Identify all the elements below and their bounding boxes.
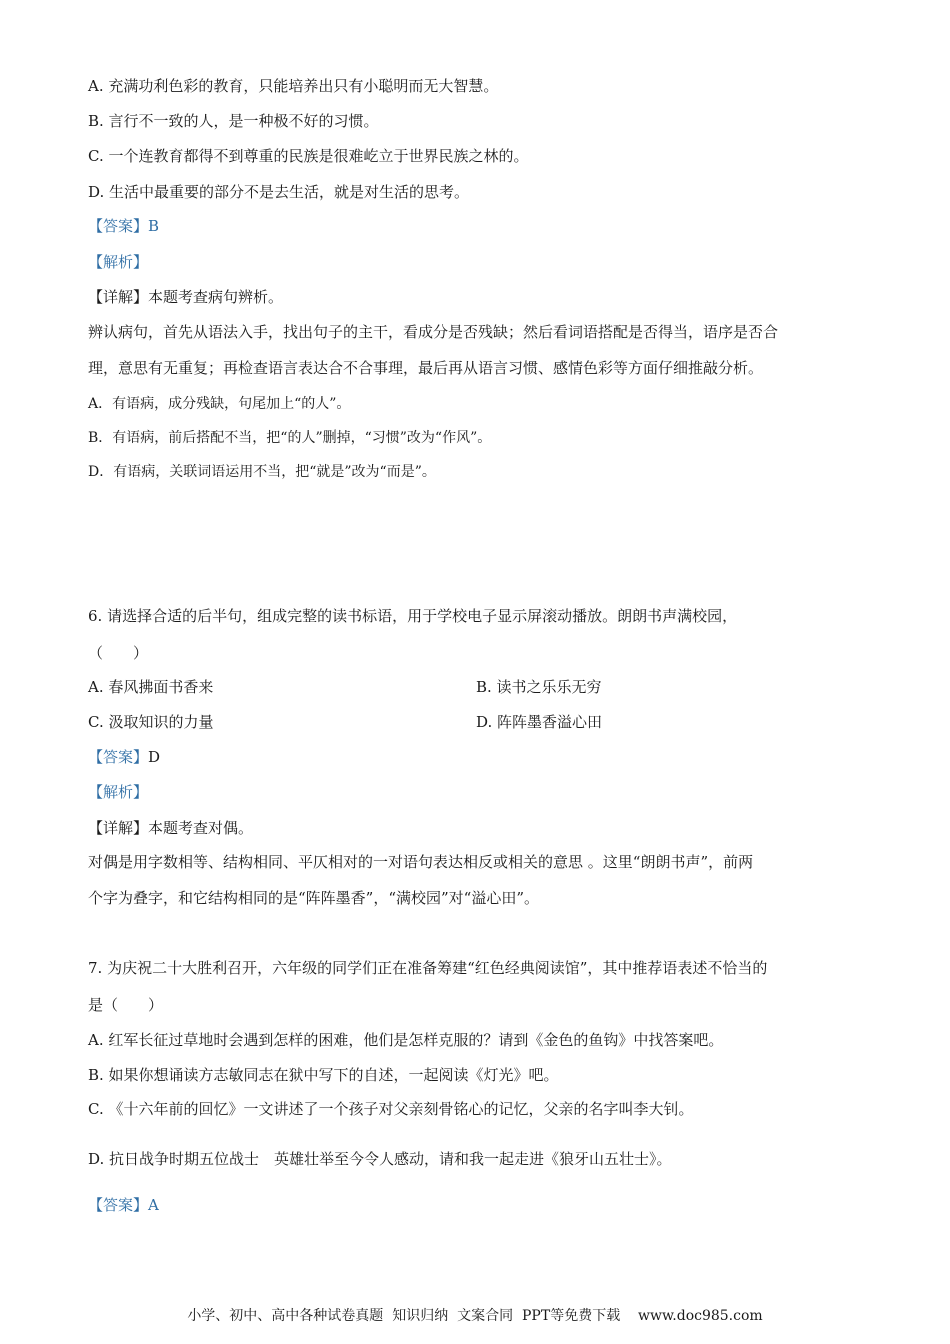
q7-option-c: C. 《十六年前的回忆》一文讲述了一个孩子对父亲刻骨铭心的记忆，父亲的名字叫李大钊。 bbox=[88, 1100, 694, 1118]
q6-option-d: D. 阵阵墨香溢心田 bbox=[476, 713, 603, 731]
q5-detail bbox=[88, 287, 283, 307]
answer-value: D bbox=[148, 748, 161, 766]
q6-option-a: A. 春风拂面书香来 bbox=[88, 678, 214, 696]
answer-tag: 【答案】 bbox=[88, 748, 149, 766]
detail-tag: 【详解】 bbox=[88, 819, 149, 837]
q7-option-b: B. 如果你想诵读方志敏同志在狱中写下的自述，一起阅读《灯光》吧。 bbox=[88, 1066, 559, 1084]
detail-tag: 【详解】 bbox=[88, 288, 149, 306]
q5-option-b: B. 言行不一致的人，是一种极不好的习惯。 bbox=[88, 112, 379, 130]
q7-stem: 7. 为庆祝二十大胜利召开，六年级的同学们正在准备筹建“红色经典阅读馆”，其中推荐语表述不恰当的 bbox=[88, 959, 768, 977]
q5-explain-b: B．有语病，前后搭配不当，把“的人”删掉，“习惯”改为“作风”。 bbox=[88, 430, 492, 446]
q6-option-c: C. 汲取知识的力量 bbox=[88, 713, 214, 731]
q6-detail bbox=[88, 818, 253, 838]
answer-value: A bbox=[148, 1196, 159, 1214]
q6-stem: 6. 请选择合适的后半句，组成完整的读书标语，用于学校电子显示屏滚动播放。朗朗书声满校园， bbox=[88, 607, 738, 625]
q6-blank: （ ） bbox=[88, 644, 149, 662]
answer-tag: 【答案】 bbox=[88, 217, 149, 235]
q5-explain-d: D．有语病，关联词语运用不当，把“就是”改为“而是”。 bbox=[88, 464, 436, 480]
page-footer: 小学、初中、高中各种试卷真题 知识归纳 文案合同 PPT等免费下载 www.doc985.com bbox=[187, 1308, 763, 1324]
q5-option-d: D. 生活中最重要的部分不是去生活，就是对生活的思考。 bbox=[88, 183, 470, 201]
q7-option-d: D. 抗日战争时期五位战士 英雄壮举至今令人感动，请和我一起走进《狼牙山五壮士》。 bbox=[88, 1150, 672, 1168]
q5-option-a: A. 充满功利色彩的教育，只能培养出只有小聪明而无大智慧。 bbox=[88, 77, 499, 95]
q6-explain-line: 对偶是用字数相等、结构相同、平仄相对的一对语句表达相反或相关的意思 。这里“朗朗书声”，前两 bbox=[88, 853, 754, 871]
q5-explain-line: 辨认病句，首先从语法入手，找出句子的主干，看成分是否残缺；然后看词语搭配是否得当，语序是否合 bbox=[88, 323, 779, 341]
detail-text: 本题考查病句辨析。 bbox=[148, 288, 284, 306]
q5-explain-line: 理，意思有无重复；再检查语言表达合不合事理，最后再从语言习惯、感情色彩等方面仔细推敲分析。 bbox=[88, 359, 764, 377]
q5-answer bbox=[88, 216, 159, 236]
detail-text: 本题考查对偶。 bbox=[148, 819, 254, 837]
q7-stem-cont: 是（ ） bbox=[88, 996, 164, 1014]
q5-explain-a: A．有语病，成分残缺，句尾加上“的人”。 bbox=[88, 396, 351, 412]
q5-option-c: C. 一个连教育都得不到尊重的民族是很难屹立于世界民族之林的。 bbox=[88, 147, 529, 165]
q5-analysis-tag: 【解析】 bbox=[88, 253, 149, 271]
q6-analysis-tag: 【解析】 bbox=[88, 783, 149, 801]
q6-explain-line: 个字为叠字，和它结构相同的是“阵阵墨香”，“满校园”对“溢心田”。 bbox=[88, 889, 540, 907]
q7-option-a: A. 红军长征过草地时会遇到怎样的困难，他们是怎样克服的？请到《金色的鱼钩》中找答案吧。 bbox=[88, 1031, 724, 1049]
q6-option-b: B. 读书之乐乐无穷 bbox=[476, 678, 602, 696]
q7-answer bbox=[88, 1195, 159, 1215]
q6-answer bbox=[88, 747, 160, 767]
answer-value: B bbox=[148, 217, 160, 235]
answer-tag: 【答案】 bbox=[88, 1196, 149, 1214]
